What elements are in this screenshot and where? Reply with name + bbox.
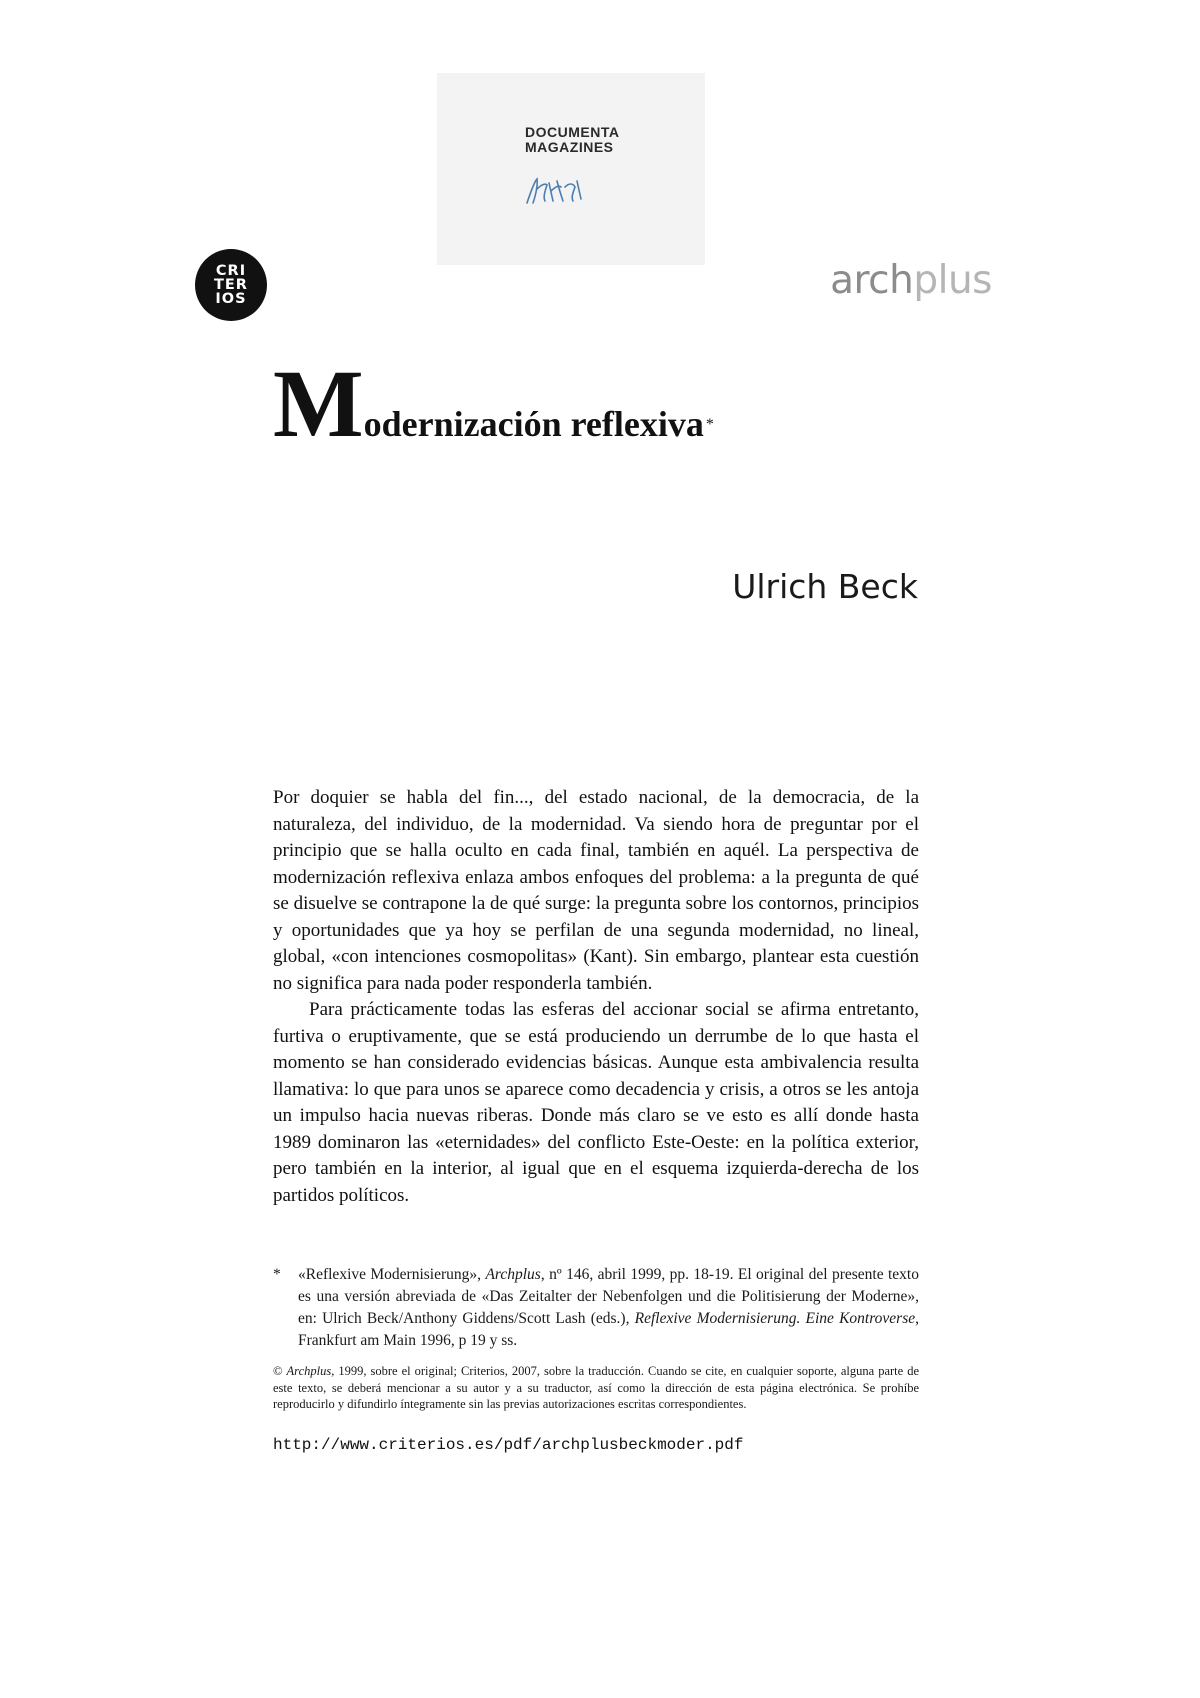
footnote-part: «Reflexive Modernisierung», bbox=[298, 1266, 486, 1283]
copyright-text: , 1999, sobre el original; Criterios, 2007, sobre la traducción. Cuando se cite, en cualquier soporte, alguna parte de este texto, se deberá mencionar a su autor y a su traductor, así como la dirección de esta página electrónica. Se prohíbe reproducirlo y difundirlo íntegramente sin las previas autorizaciones escritas correspondientes. bbox=[273, 1364, 919, 1411]
criterios-logo bbox=[195, 249, 267, 321]
body-paragraph: Por doquier se habla del fin..., del estado nacional, de la democracia, de la naturaleza, del individuo, de la modernidad. Va siendo hora de preguntar por el principio que se halla oculto en cada final, también en aquél. La perspectiva de modernización reflexiva enlaza ambos enfoques del problema: a la pregunta de qué se disuelve se contrapone la de qué surge: la pregunta sobre los contornos, principios y oportunidades que ya hoy se perfilan de una segunda modernidad, no lineal, global, «con intenciones cosmopolitas» (Kant). Sin embargo, plantear esta cuestión no significa para nada poder responderla también. bbox=[273, 787, 919, 994]
criterios-logo-line: TER bbox=[214, 277, 248, 293]
archplus-logo-plus: plus bbox=[913, 258, 992, 303]
documenta-logo-text bbox=[525, 125, 619, 155]
documenta-logo-line2: MAGAZINES bbox=[525, 139, 614, 155]
footnote-book-title: Reflexive Modernisierung. Eine Kontroverse bbox=[634, 1310, 916, 1327]
archplus-logo-arch: arch bbox=[830, 258, 914, 303]
footnote-text bbox=[298, 1264, 919, 1352]
body-paragraph: Para prácticamente todas las esferas del accionar social se afirma entretanto, furtiva o eruptivamente, que se está produciendo un derrumbe de lo que hasta el momento se han considerado evidencias básicas. Aunque esta ambivalencia resulta llamativa: lo que para unos se aparece como decadencia y crisis, a otros se les antoja un impulso hacia nuevas riberas. Donde más claro se ve esto es allí donde hasta 1989 dominaron las «eternidades» del conflicto Este-Oeste: en la política exterior, pero también en la interior, al igual que en el esquema izquierda-derecha de los partidos políticos. bbox=[273, 999, 919, 1206]
footnote-part: , nº 146, abril 1999, pp. 18-19. El original del presente texto es una versión abreviada de «Das Zeitalter der Nebenfolgen und die Politisierung der Moderne», en: Ulrich Beck/Anthony Giddens/Scott Lash (eds.), bbox=[298, 1266, 919, 1327]
footnote-mark: * bbox=[273, 1266, 281, 1283]
title-footnote-mark: * bbox=[705, 416, 714, 434]
source-url-link[interactable]: http://www.criterios.es/pdf/archplusbeckmoder.pdf bbox=[273, 1436, 744, 1454]
footnote bbox=[273, 1264, 919, 1352]
article-author: Ulrich Beck bbox=[732, 567, 918, 606]
archplus-logo bbox=[830, 258, 992, 303]
criterios-logo-line: IOS bbox=[215, 291, 247, 307]
copyright-notice bbox=[273, 1363, 919, 1413]
documenta-logo-line1: DOCUMENTA bbox=[525, 124, 620, 140]
title-rest: odernización reflexiva bbox=[363, 404, 704, 445]
article-body bbox=[273, 785, 919, 1209]
criterios-logo-line: CRI bbox=[215, 263, 247, 279]
footnote-part: , Frankfurt am Main 1996, p 19 y ss. bbox=[298, 1310, 919, 1349]
documenta-magazines-logo bbox=[437, 73, 705, 265]
scribble-icon bbox=[523, 173, 587, 207]
article-title bbox=[273, 350, 714, 458]
title-initial: M bbox=[273, 350, 364, 458]
copyright-prefix: © bbox=[273, 1364, 287, 1378]
footnote-journal: Archplus bbox=[485, 1266, 541, 1283]
copyright-journal: Archplus bbox=[286, 1364, 332, 1378]
